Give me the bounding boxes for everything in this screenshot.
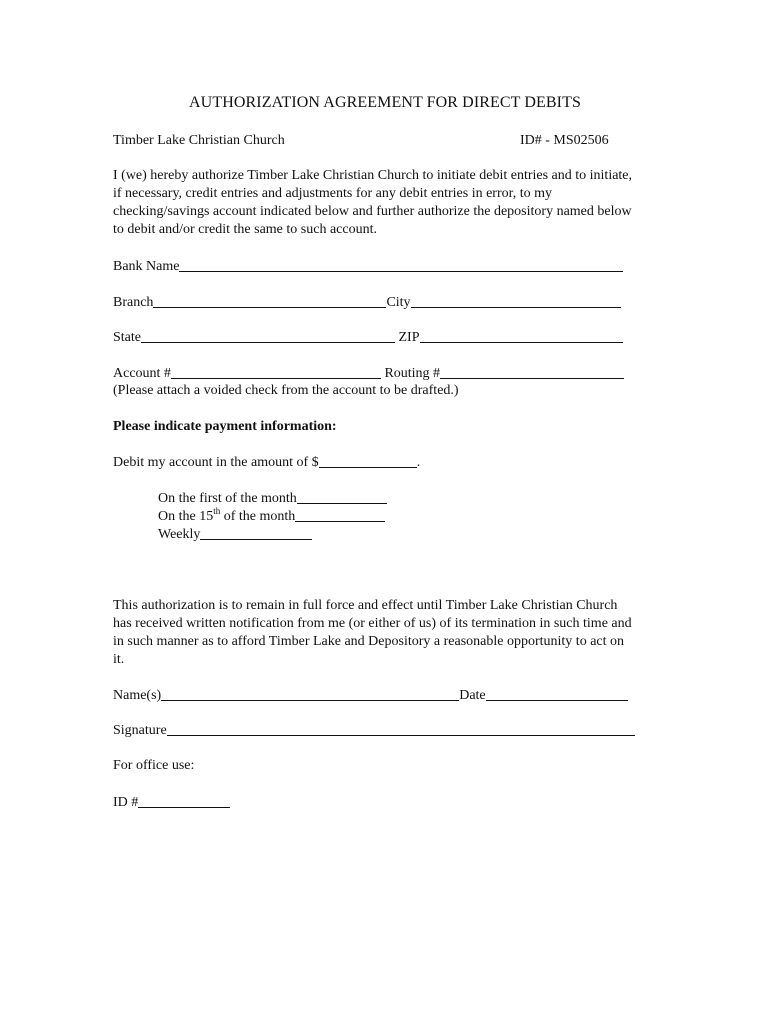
branch-blank[interactable] [153,293,386,308]
zip-blank[interactable] [420,328,623,343]
office-id-row [113,793,230,812]
routing-blank[interactable] [440,364,624,379]
account-label: Account # [113,366,171,381]
organization-name: Timber Lake Christian Church [113,133,285,148]
date-label: Date [459,688,486,703]
option-first-blank[interactable] [297,489,387,504]
office-use-label: For office use: [113,758,195,773]
city-label: City [386,295,411,310]
signature-label: Signature [113,723,167,738]
debit-amount-row [113,453,420,472]
signature-row [113,721,635,740]
option-fifteenth-suffix: of the month [220,509,296,524]
option-weekly-blank[interactable] [200,525,312,540]
names-blank[interactable] [161,686,459,701]
document-title: AUTHORIZATION AGREEMENT FOR DIRECT DEBITS [189,94,581,111]
option-weekly [158,525,312,544]
state-blank[interactable] [141,328,395,343]
office-id-blank[interactable] [138,793,230,808]
option-fifteenth-blank[interactable] [295,507,385,522]
payment-heading: Please indicate payment information: [113,419,337,434]
intro-paragraph: I (we) hereby authorize Timber Lake Christian Church to initiate debit entries and to initiate, if necessary, credit entries and adjustments for any debit entries in error, to my checking/savings account indicated below and further authorize the depository named below to debit and/or credit the same to such account. [113,168,633,237]
date-blank[interactable] [486,686,628,701]
bank-name-label: Bank Name [113,259,180,274]
bank-name-row [113,257,623,276]
option-first-label: On the first of the month [158,491,297,506]
account-routing-row [113,364,624,383]
zip-label: ZIP [398,330,420,345]
option-first-of-month [158,489,387,508]
names-label: Name(s) [113,688,162,703]
option-fifteenth-sup: th [213,506,221,516]
branch-label: Branch [113,295,154,310]
option-weekly-label: Weekly [158,527,201,542]
bank-name-blank[interactable] [179,257,623,272]
terms-paragraph: This authorization is to remain in full force and effect until Timber Lake Christian Church has received written notification from me (or either of us) of its termination in such time and in such manner as to afford Timber Lake and Depository a reasonable opportunity to act on it. [113,598,632,667]
organization-id: ID# - MS02506 [520,133,609,148]
debit-amount-label: Debit my account in the amount of $ [113,455,319,470]
debit-amount-end: . [416,455,421,470]
office-id-label: ID # [113,795,139,810]
option-fifteenth-of-month [158,507,385,526]
debit-amount-blank[interactable] [319,453,417,468]
state-label: State [113,330,141,345]
voided-check-note: (Please attach a voided check from the account to be drafted.) [113,383,459,398]
branch-city-row [113,293,621,312]
state-zip-row [113,328,623,347]
signature-blank[interactable] [167,721,635,736]
option-fifteenth-prefix: On the 15 [158,509,214,524]
city-blank[interactable] [411,293,621,308]
routing-label: Routing # [384,366,441,381]
names-date-row [113,686,628,705]
account-blank[interactable] [171,364,381,379]
